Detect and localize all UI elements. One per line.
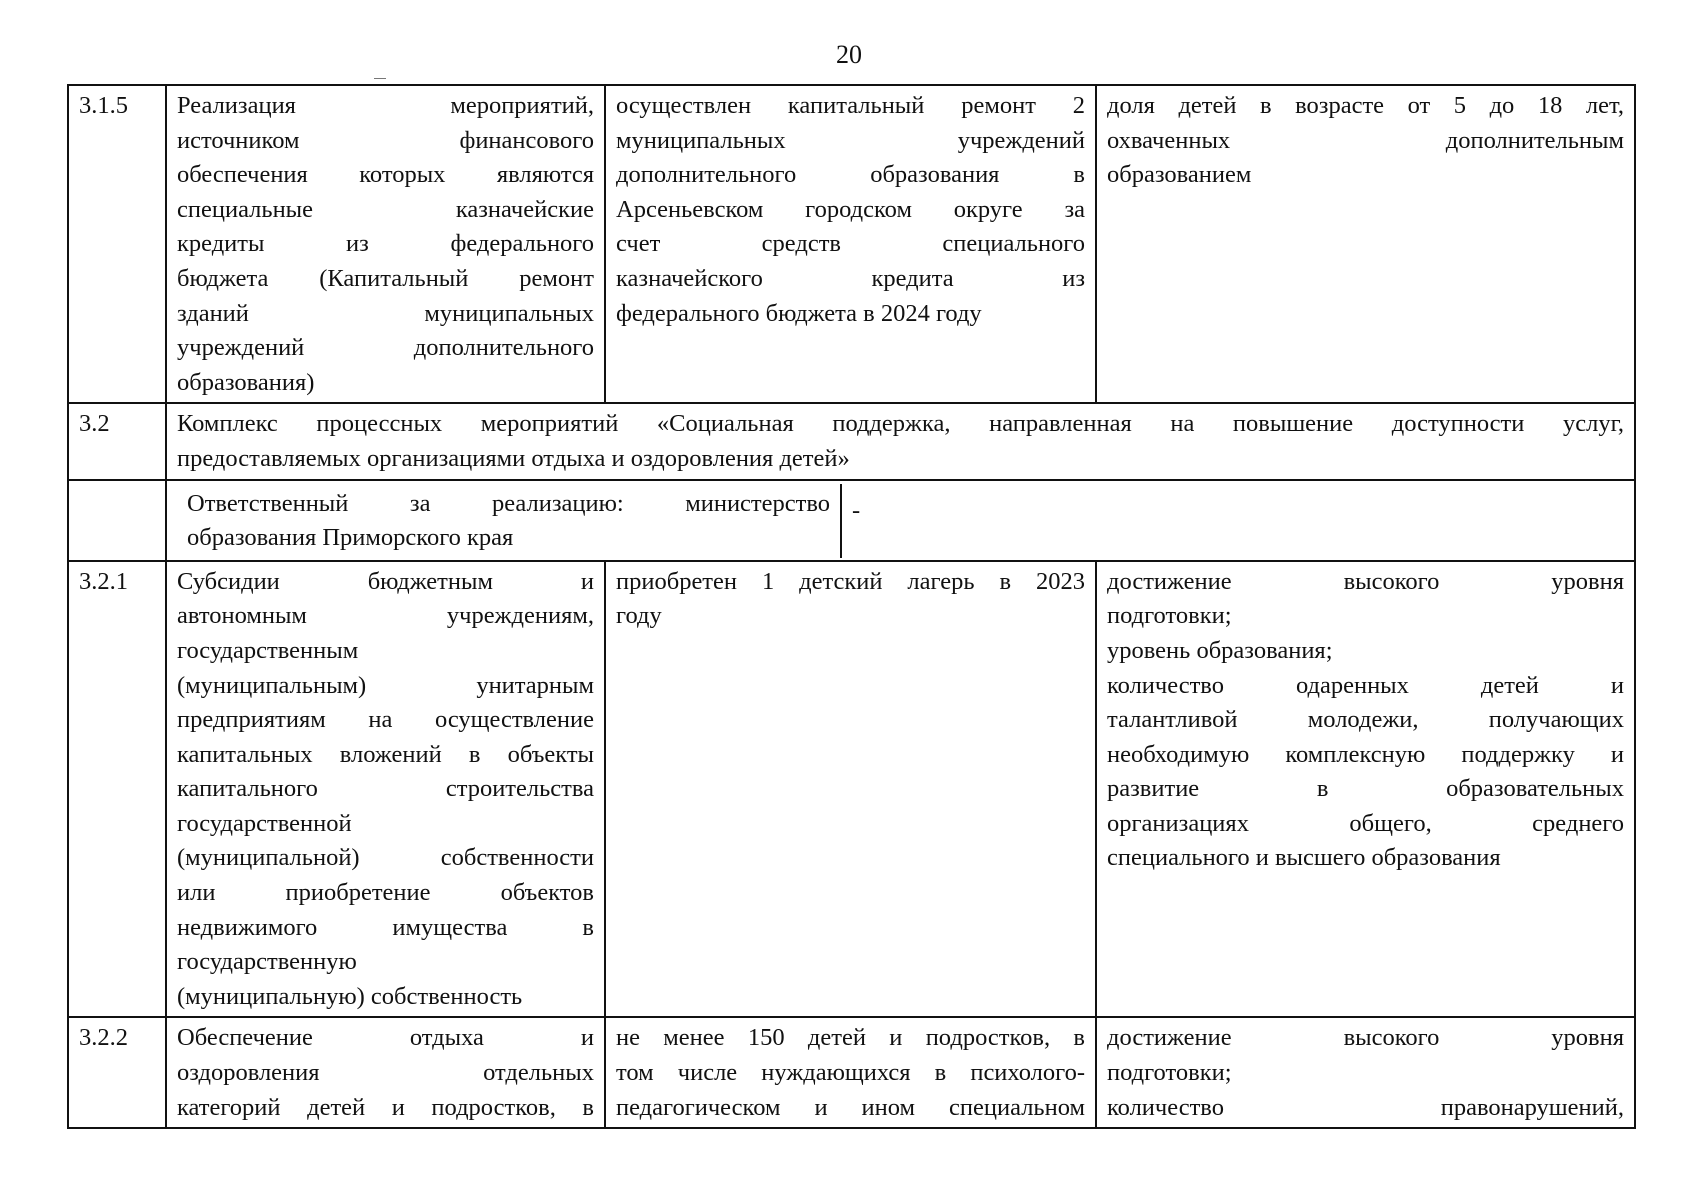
text-line: счет средств специального <box>616 230 1085 258</box>
text-line: осуществлен капитальный ремонт 2 <box>616 92 1085 119</box>
text-line: автономным учреждениям, <box>177 602 594 630</box>
program-table <box>67 84 1636 1129</box>
text-line: Субсидии бюджетным и <box>177 567 594 595</box>
indicator-cell <box>1096 1017 1635 1128</box>
responsible-value: - <box>852 496 861 524</box>
text-line: бюджета (Капитальный ремонт <box>177 264 594 292</box>
text-line: подготовки; <box>1107 1059 1232 1087</box>
text-line: Арсеньевском городском округе за <box>616 195 1085 223</box>
text-line: образованием <box>1107 161 1252 189</box>
text-line: (муниципальным) унитарным <box>177 671 594 699</box>
text-line: Комплекс процессных мероприятий «Социальная поддержка, направленная на повышение доступности услуг, <box>177 410 1624 438</box>
text-line: приобретен 1 детский лагерь в 2023 <box>616 567 1085 595</box>
text-line: кредиты из федерального <box>177 230 594 258</box>
table-row-3-2 <box>68 403 1635 479</box>
text-line: образования) <box>177 368 315 396</box>
text-line: охваченных дополнительным <box>1107 126 1624 154</box>
text-line: доля детей в возрасте от 5 до 18 лет, <box>1107 92 1624 119</box>
text-line: зданий муниципальных <box>177 299 594 327</box>
text-line: необходимую комплексную поддержку и <box>1107 740 1624 768</box>
text-line: организациях общего, среднего <box>1107 809 1624 837</box>
scan-mark <box>374 78 386 79</box>
table-row-responsible <box>68 480 1635 561</box>
text-line: государственным <box>177 636 359 664</box>
text-line: обеспечения которых являются <box>177 161 594 189</box>
table-row-3-1-5 <box>68 85 1635 403</box>
text-line: году <box>616 602 662 630</box>
text-line: капитальных вложений в объекты <box>177 740 594 768</box>
row-number: 3.1.5 <box>68 85 166 403</box>
text-line: специальные казначейские <box>177 195 594 223</box>
text-line: достижение высокого уровня <box>1107 1024 1624 1052</box>
row-number: 3.2 <box>68 403 166 479</box>
table-row-3-2-2 <box>68 1017 1635 1128</box>
task-cell <box>166 85 605 403</box>
text-line: предприятиям на осуществление <box>177 706 594 734</box>
page-number: 20 <box>836 40 862 69</box>
text-line: дополнительного образования в <box>616 161 1085 189</box>
responsible-label <box>177 484 842 558</box>
text-line: казначейского кредита из <box>616 264 1085 292</box>
text-line: том числе нуждающихся в психолого- <box>616 1059 1085 1087</box>
text-line: не менее 150 детей и подростков, в <box>616 1024 1085 1052</box>
text-line: федерального бюджета в 2024 году <box>616 299 982 327</box>
text-line: (муниципальной) собственности <box>177 844 594 872</box>
row-number: 3.2.1 <box>68 561 166 1018</box>
text-line: категорий детей и подростков, в <box>177 1093 594 1121</box>
task-cell <box>166 561 605 1018</box>
text-line: Реализация мероприятий, <box>177 92 594 119</box>
text-line: образования Приморского края <box>187 524 514 552</box>
task-cell <box>166 1017 605 1128</box>
text-line: учреждений дополнительного <box>177 334 594 362</box>
text-line: источником финансового <box>177 126 594 154</box>
empty-number-cell <box>68 480 166 561</box>
row-number: 3.2.2 <box>68 1017 166 1128</box>
text-line: или приобретение объектов <box>177 879 594 907</box>
text-line: количество правонарушений, <box>1107 1093 1624 1121</box>
text-line: (муниципальную) собственность <box>177 982 523 1010</box>
text-line: педагогическом и ином специальном <box>616 1093 1085 1121</box>
table-row-3-2-1 <box>68 561 1635 1018</box>
text-line: развитие в образовательных <box>1107 775 1624 803</box>
text-line: предоставляемых организациями отдыха и оздоровления детей» <box>177 444 850 472</box>
result-cell <box>605 561 1096 1018</box>
text-line: государственную <box>177 948 357 976</box>
text-line: достижение высокого уровня <box>1107 567 1624 595</box>
indicator-cell <box>1096 85 1635 403</box>
text-line: уровень образования; <box>1107 636 1333 664</box>
text-line: оздоровления отдельных <box>177 1059 594 1087</box>
text-line: Ответственный за реализацию: министерство <box>187 489 830 517</box>
result-cell <box>605 1017 1096 1128</box>
result-cell <box>605 85 1096 403</box>
text-line: количество одаренных детей и <box>1107 671 1624 699</box>
text-line: Обеспечение отдыха и <box>177 1024 594 1052</box>
text-line: недвижимого имущества в <box>177 913 594 941</box>
text-line: капитального строительства <box>177 775 594 803</box>
text-line: государственной <box>177 809 352 837</box>
text-line: муниципальных учреждений <box>616 126 1085 154</box>
text-line: талантливой молодежи, получающих <box>1107 706 1624 734</box>
indicator-cell <box>1096 561 1635 1018</box>
text-line: подготовки; <box>1107 602 1232 630</box>
text-line: специального и высшего образования <box>1107 844 1501 872</box>
section-title-cell <box>166 403 1635 479</box>
responsible-cell <box>166 480 1635 561</box>
